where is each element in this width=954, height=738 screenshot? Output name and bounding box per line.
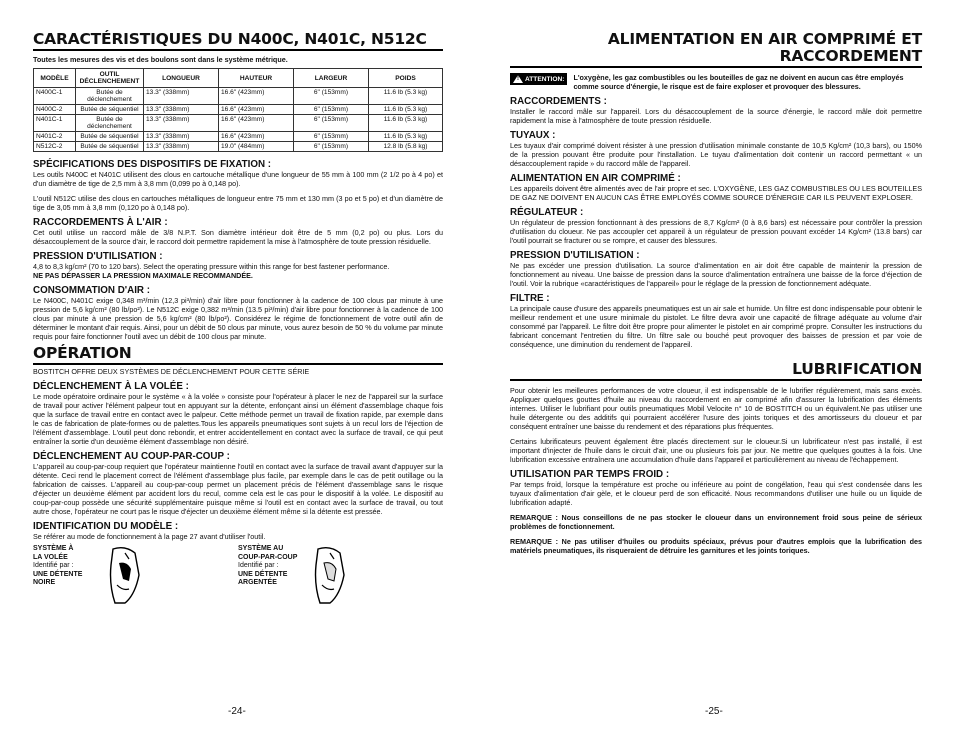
page-number-left: -24-	[228, 706, 246, 717]
fig1-line5: NOIRE	[33, 579, 56, 586]
regulator-text: Un régulateur de pression fonctionnant à des pressions de 8,7 Kg/cm² (0 à 8,6 bars) est nécessaire pour contrôler la pression d'utilisation du cloueur. Ne pas accoupler cet appareil à un régulateur de pression pouvant excéder 14 Kg/cm² (13.8 bars) car l'outil pourrait se fracturer ou se rompre, et causer des blessures.	[510, 218, 922, 245]
warning-block	[510, 73, 922, 91]
fig1-line3: Identifié par :	[33, 562, 74, 569]
table-cell: Butée de séquentiel	[76, 105, 144, 115]
table-cell: 6" (153mm)	[294, 88, 369, 105]
fastener-spec-heading: SPÉCIFICATIONS DES DISPOSITIFS DE FIXATION :	[33, 159, 272, 170]
table-cell: 6" (153mm)	[294, 105, 369, 115]
sequential-trip-text: L'appareil au coup-par-coup requiert que l'opérateur maintienne l'outil en contact avec la surface de travail avant d'appuyer sur la détente. Ceci rend le placement correct de l'élément d'assemblage plus facile, par exemple dans le cas de petit outillage ou la fabrication de caisses. L'appareil au coup-par-coup permet un placement précis de l'élément d'assemblage sans le risque d'éjecter un deuxième élément par accident lors du recul, comme cela est le cas pour le dispositif à la volée. Le dispositif au coup-par-coup possède une sécurité supplémentaire puisque même si l'outil est en contact avec la surface de travail, ou tout autre chose, l'opérateur ne court pas le risque d'éjecter un deuxième élément même si la détente est pressée.	[33, 462, 443, 516]
remark-1: REMARQUE : Nous conseillons de ne pas stocker le cloueur dans un environnement froid sous peine de sérieux problèmes de fonctionnement.	[510, 513, 922, 531]
col-model: MODÈLE	[34, 69, 76, 88]
air-supply-title: ALIMENTATION EN AIR COMPRIMÉ ET RACCORDEMENT	[510, 31, 922, 68]
filter-heading: FILTRE :	[510, 293, 550, 304]
filter-text: La principale cause d'usure des appareils pneumatiques est un air sale et humide. Un filtre est donc indispensable pour obtenir le meilleur rendement et une usure minimale du pistolet. Le filtre devra avoir une capacité de filtrage adéquate au volume d'air consommé par l'appareil. Le filtre doit être propre pour alimenter le pistolet en air comprimé propre. Consulter les instructions du fabricant concernant l'entretien du filtre. Un filtre sale ou bouché peut provoquer des baisses de pression et par voie de conséquence, une diminution du rendement de l'appareil.	[510, 304, 922, 349]
table-cell: 11.6 lb (5.3 kg)	[369, 132, 443, 142]
table-cell: 11.6 lb (5.3 kg)	[369, 88, 443, 105]
operating-pressure-warning: NE PAS DÉPASSER LA PRESSION MAXIMALE RECOMMANDÉE.	[33, 271, 253, 280]
table-cell: Butée de séquentiel	[76, 142, 144, 152]
hoses-text: Les tuyaux d'air comprimé doivent résister à une pression d'utilisation minimale constante de 10,5 Kg/cm² (10,3 bars), ou 150% de la pression pouvant être produite pour l'installation. Le tuyau d'alimentation doit contenir un raccord permettant « un désaccouplement rapide » du raccord mâle de l'appareil.	[510, 141, 922, 168]
operation-title: OPÉRATION	[33, 345, 443, 365]
lubrication-text-1: Pour obtenir les meilleures performances de votre cloueur, il est indispensable de le lubrifier régulièrement, mais sans excès. Appliquer quelques gouttes d'huile au niveau du raccordement en air comprimé afin d'assurer la lubrification des éléments internes. Utiliser le lubrifiant pour outils pneumatiques Mobil Velocite n° 10 de BOSTITCH ou un équivalent.Ne pas utiliser une huile détergente ou des additifs qui pourraient accélérer l'usure des joints toriques et des amortisseurs du cloueur et par conséquent entraîner une baisse du rendement et des réparations plus fréquentes.	[510, 386, 922, 431]
air-fittings-heading: RACCORDEMENTS À L'AIR :	[33, 217, 168, 228]
warning-label: ATTENTION:	[525, 75, 565, 83]
table-cell: N400C-1	[34, 88, 76, 105]
model-id-heading: IDENTIFICATION DU MODÈLE :	[33, 521, 179, 532]
remark-2: REMARQUE : Ne pas utiliser d'huiles ou produits spéciaux, prévus pour d'autres emplois que la lubrification des matériels pneumatiques, ils risqueraient de détruire les garnitures et les joints toriques.	[510, 537, 922, 555]
table-cell: 13.3" (338mm)	[144, 115, 219, 132]
hoses-heading: TUYAUX :	[510, 130, 556, 141]
fig2-line2: COUP-PAR-COUP	[238, 553, 298, 561]
page-number-right: -25-	[705, 706, 723, 717]
fig1-line2: LA VOLÉE	[33, 553, 68, 561]
warning-badge	[510, 73, 567, 85]
air-supply-text: Les appareils doivent être alimentés avec de l'air propre et sec. L'OXYGÈNE, LES GAZ COMBUSTIBLES OU LES BOUTEILLES DE GAZ NE DOIVENT EN AUCUN CAS ÊTRE EMPLOYÉS COMME SOURCE D'ÉNERGIE CAR ILS PEUVENT EXPLOSER.	[510, 184, 922, 202]
figure-contact-trip	[33, 545, 238, 605]
cold-weather-heading: UTILISATION PAR TEMPS FROID :	[510, 469, 670, 480]
right-page	[510, 0, 922, 738]
table-row	[34, 115, 443, 132]
table-row	[34, 132, 443, 142]
fig2-line1: SYSTÈME AU	[238, 545, 284, 552]
lubrication-title: LUBRIFICATION	[510, 361, 922, 381]
table-cell: N400C-2	[34, 105, 76, 115]
operating-pressure-text: 4,8 to 8,3 kg/cm² (70 to 120 bars). Select the operating pressure within this range for best fastener performance.	[33, 262, 390, 271]
fig2-line5: ARGENTÉE	[238, 579, 277, 586]
fastener-spec-text-1: Les outils N400C et N401C utilisent des clous en cartouche métallique d'une longueur de 55 mm à 100 mm (2 1/2 po à 4 po) et d'un diamètre de tige de 2,5 mm à 3,8 mm (0,099 po à 0,148 po).	[33, 170, 443, 188]
air-consumption-heading: CONSOMMATION D'AIR :	[33, 285, 150, 296]
sequential-trip-heading: DÉCLENCHEMENT AU COUP-PAR-COUP :	[33, 451, 230, 462]
air-fittings-text: Cet outil utilise un raccord mâle de 3/8 N.P.T. Son diamètre intérieur doit être de 5 mm (0,2 po) ou plus. Lors du désaccouplement de la source d'air, le raccord doit permettre rapidement la mise à l'atmosphère de toute pression résiduelle.	[33, 228, 443, 246]
regulator-heading: RÉGULATEUR :	[510, 207, 584, 218]
table-cell: N401C-1	[34, 115, 76, 132]
pressure-text: Ne pas excéder une pression d'utilisation. La source d'alimentation en air doit être capable de maintenir la pression de fonctionnement au niveau. Une baisse de pression dans la source d'alimentation entraînera une baisse de la force d'éjection de l'outil. Voir la rubrique «caractéristiques de l'appareil» pour le réglage de la pression de fonctionnement adéquate.	[510, 261, 922, 288]
fastener-spec-text-2: L'outil N512C utilise des clous en cartouches métalliques de longueur entre 75 mm et 130 mm (3 po et 5 po) et d'un diamètre de tige de 3,05 mm à 3,8 mm (0,120 po à 0,148 po).	[33, 194, 443, 212]
table-cell: 12.8 lb (5.8 kg)	[369, 142, 443, 152]
table-header-row	[34, 69, 443, 88]
left-page	[33, 0, 443, 738]
col-width: LARGEUR	[294, 69, 369, 88]
table-cell: Butée de séquentiel	[76, 132, 144, 142]
col-weight: POIDS	[369, 69, 443, 88]
table-row	[34, 142, 443, 152]
fig2-line4: UNE DÉTENTE	[238, 570, 288, 578]
pressure-heading: PRESSION D'UTILISATION :	[510, 250, 640, 261]
operation-intro: BOSTITCH OFFRE DEUX SYSTÈMES DE DÉCLENCHEMENT POUR CETTE SÉRIE	[33, 367, 310, 376]
col-trigger: OUTIL DÉCLENCHEMENT	[76, 69, 144, 88]
table-cell: 16.6" (423mm)	[219, 105, 294, 115]
air-consumption-text: Le N400C, N401C exige 0,348 m³/min (12,3 pi³/min) d'air libre pour fonctionner à la cadence de 100 clous par minute à une pression de 5,6 kg/cm² (80 lb/po²). Le N512C exige 0,382 m³/min (13.5 pi³/min) d'air libre pour fonctionner à la cadence de 100 clous par minute à une pression de 5,6 kg/cm² (80 lb/po²). Considérez le régime de fonctionnement de votre outil afin de déterminer le montant d'air requis. Ainsi, pour un débit de 50 clous par minute, vous aurez besoin de 50 % du volume par minute requis pour faire fonctionner l'outil avec un débit de 100 clous par minute.	[33, 296, 443, 341]
table-cell: 6" (153mm)	[294, 132, 369, 142]
model-id-text: Se référer au mode de fonctionnement à la page 27 avant d'utiliser l'outil.	[33, 532, 266, 541]
figure-sequential-trip	[238, 545, 443, 605]
table-cell: N401C-2	[34, 132, 76, 142]
specs-title: CARACTÉRISTIQUES DU N400C, N401C, N512C	[33, 31, 443, 51]
table-cell: Butée de déclenchement	[76, 88, 144, 105]
air-supply-heading: ALIMENTATION EN AIR COMPRIMÉ :	[510, 173, 681, 184]
contact-trip-text: Le mode opératoire ordinaire pour le système « à la volée » consiste pour l'opérateur à placer le nez de l'appareil sur la surface de travail pour activer l'élément palpeur tout en appuyant sur la détente, enfonçant ainsi un élément d'assemblage chaque fois que la surface de travail entre en contact avec le palpeur. Cette méthode permet un travail de fixation rapide, par exemple dans le cas de fabrication de plate-formes ou de palettes.Tous les appareils pneumatiques sont sujets à un recul lors de l'éjection de l'élément d'assemblage. L'outil peut donc rebondir, et entrer accidentellement en contact avec la surface de travail, ce qui peut entraîner la sortie d'un deuxième élément d'assemblage non désiré.	[33, 392, 443, 446]
table-cell: 16.6" (423mm)	[219, 115, 294, 132]
silver-trigger-icon	[310, 545, 352, 605]
col-length: LONGUEUR	[144, 69, 219, 88]
table-cell: 16.6" (423mm)	[219, 88, 294, 105]
table-cell: 6" (153mm)	[294, 115, 369, 132]
table-cell: 6" (153mm)	[294, 142, 369, 152]
col-height: HAUTEUR	[219, 69, 294, 88]
fig1-line4: UNE DÉTENTE	[33, 570, 83, 578]
table-cell: 11.6 lb (5.3 kg)	[369, 105, 443, 115]
operating-pressure-heading: PRESSION D'UTILISATION :	[33, 251, 163, 262]
table-cell: 13.3" (338mm)	[144, 142, 219, 152]
table-cell: N512C-2	[34, 142, 76, 152]
table-cell: 13.3" (338mm)	[144, 132, 219, 142]
table-cell: 11.6 lb (5.3 kg)	[369, 115, 443, 132]
contact-trip-heading: DÉCLENCHEMENT À LA VOLÉE :	[33, 381, 189, 392]
lubrication-text-2: Certains lubrificateurs peuvent également être placés directement sur le cloueur.Si un lubrificateur n'est pas installé, il est important d'injecter de l'huile dans le circuit d'air, une ou plusieurs fois par jour. Ne mettre que quelques gouttes à la fois. Une lubrification excessive entraînera une accumulation d'huile dans l'appareil et particulièrement au niveau de l'échappement.	[510, 437, 922, 464]
table-cell: 19.0" (484mm)	[219, 142, 294, 152]
fig1-line1: SYSTÈME À	[33, 545, 74, 552]
trigger-figures	[33, 545, 443, 605]
warning-text: L'oxygène, les gaz combustibles ou les bouteilles de gaz ne doivent en aucun cas être employés comme source d'énergie, le risque est de faire exploser et provoquer des blessures.	[573, 73, 904, 91]
black-trigger-icon	[105, 545, 147, 605]
cold-weather-text: Par temps froid, lorsque la température est proche ou inférieure au point de congélation, l'eau qui s'est condensée dans les tuyaux d'alimentation d'air gèle, et le cloueur perd de son efficacité. Nous recommandons d'utiliser une huile ou un liquide de lubrification adapté.	[510, 480, 922, 507]
fittings-text: Installer le raccord mâle sur l'appareil. Lors du désaccouplement de la source d'énergie, le raccord mâle doit permettre rapidement la mise à l'atmosphère de toute pression résiduelle.	[510, 107, 922, 125]
table-row	[34, 88, 443, 105]
table-cell: Butée de déclenchement	[76, 115, 144, 132]
table-cell: 13.3" (338mm)	[144, 105, 219, 115]
specs-table	[33, 68, 443, 152]
fittings-heading: RACCORDEMENTS :	[510, 96, 607, 107]
table-cell: 13.3" (338mm)	[144, 88, 219, 105]
fig2-line3: Identifié par :	[238, 562, 279, 569]
specs-intro: Toutes les mesures des vis et des boulons sont dans le système métrique.	[33, 55, 288, 64]
table-cell: 16.6" (423mm)	[219, 132, 294, 142]
table-row	[34, 105, 443, 115]
warning-icon: !	[513, 75, 523, 83]
